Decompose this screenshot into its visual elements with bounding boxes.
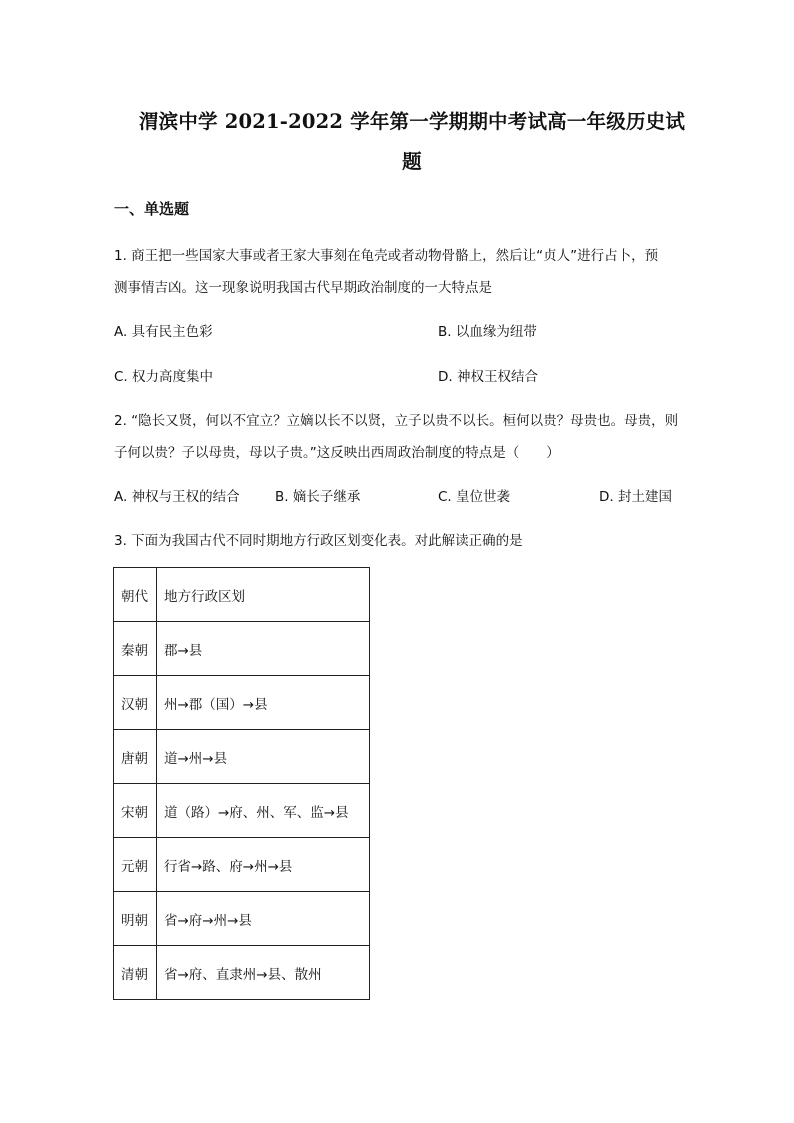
table-cell-division: 省→府、直隶州→县、散州 [157,946,370,1000]
table-row [114,622,370,676]
question-2-option-a: A. 神权与王权的结合 [114,489,240,505]
question-1-line-1: 1. 商王把一些国家大事或者王家大事刻在龟壳或者动物骨骼上，然后让“贞人”进行占卜，预 [114,248,659,264]
table-header-row [114,568,370,622]
table-row [114,892,370,946]
table-cell-dynasty: 秦朝 [114,622,157,676]
question-2-option-d: D. 封土建国 [599,489,672,505]
question-2-line-1: 2. “隐长又贤，何以不宜立？立嫡以长不以贤，立子以贵不以长。桓何以贵？母贵也。母贵，则 [114,413,679,429]
table-cell-division: 省→府→州→县 [157,892,370,946]
table-header-cell: 地方行政区划 [157,568,370,622]
question-1-option-a: A. 具有民主色彩 [114,324,213,340]
table-row [114,676,370,730]
table-cell-division: 州→郡（国）→县 [157,676,370,730]
table-cell-division: 道→州→县 [157,730,370,784]
table-cell-dynasty: 汉朝 [114,676,157,730]
table-cell-dynasty: 唐朝 [114,730,157,784]
question-1-line-2: 测事情吉凶。这一现象说明我国古代早期政治制度的一大特点是 [114,280,492,296]
table-cell-division: 道（路）→府、州、军、监→县 [157,784,370,838]
question-1-option-b: B. 以血缘为纽带 [438,324,537,340]
table-row [114,730,370,784]
table-cell-dynasty: 元朝 [114,838,157,892]
question-3-line-1: 3. 下面为我国古代不同时期地方行政区划变化表。对此解读正确的是 [114,533,523,549]
table-row [114,946,370,1000]
exam-title-line-1: 渭滨中学 2021-2022 学年第一学期期中考试高一年级历史试 [138,110,686,133]
section-heading: 一、单选题 [114,200,190,218]
question-2-option-c: C. 皇位世袭 [438,489,511,505]
table-cell-division: 行省→路、府→州→县 [157,838,370,892]
question-2-option-b: B. 嫡长子继承 [275,489,361,505]
question-2-line-2: 子何以贵？子以母贵，母以子贵。”这反映出西周政治制度的特点是（ ） [114,445,560,461]
question-1-option-d: D. 神权王权结合 [438,369,538,385]
table-cell-dynasty: 宋朝 [114,784,157,838]
table-row [114,784,370,838]
table-cell-dynasty: 明朝 [114,892,157,946]
table-cell-division: 郡→县 [157,622,370,676]
table-header-cell: 朝代 [114,568,157,622]
question-1-option-c: C. 权力高度集中 [114,369,214,385]
exam-title-line-2: 题 [402,150,422,173]
table-cell-dynasty: 清朝 [114,946,157,1000]
admin-division-table [113,567,370,1000]
table-row [114,838,370,892]
